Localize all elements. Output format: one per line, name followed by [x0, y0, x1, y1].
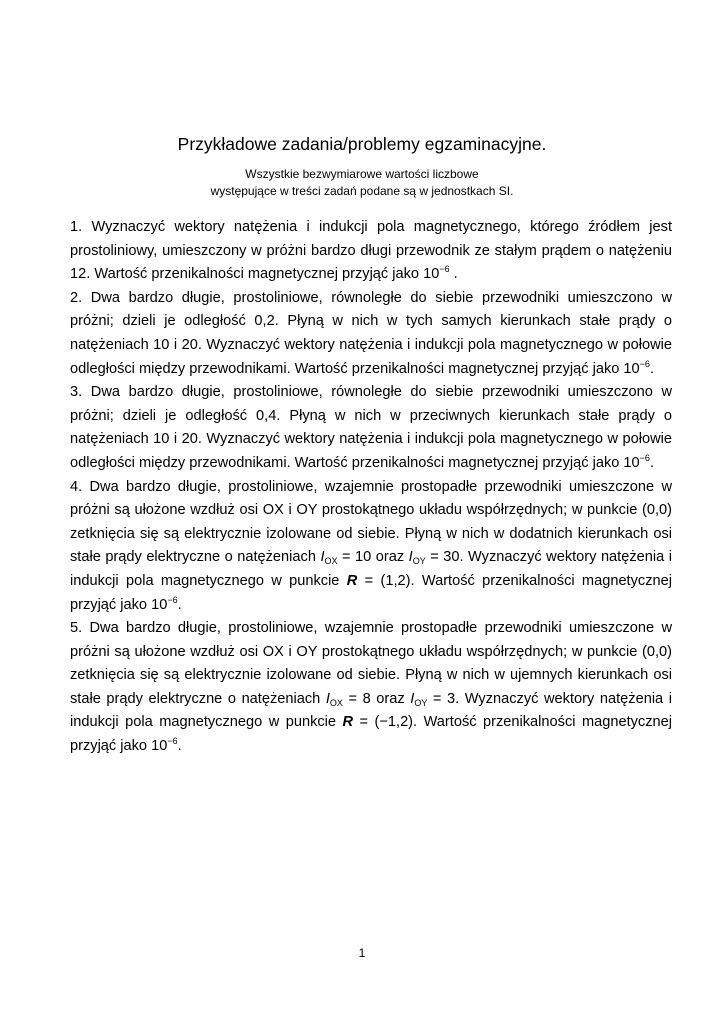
problem-number: 3.	[70, 384, 83, 401]
problem-text: = 8 oraz	[342, 690, 411, 707]
exponent: −6	[639, 452, 650, 463]
problem-text: Dwa bardzo długie, prostoliniowe, równoległe do siebie przewodniki umieszczono w próżni; dzieli je odległość 0,2. Płyną w nich w tych samych kierunkach stałe prądy o natężeniach 10 i 20. Wyznaczyć wektory natężenia i indukcji pola magnetycznego w połowie odległości między przewodnikami. Wartość przenikalności magnetycznej przyjąć jako 10	[70, 289, 672, 377]
problem-number: 2.	[70, 289, 83, 306]
problem-text: Dwa bardzo długie, prostoliniowe, równoległe do siebie przewodniki umieszczono w próżni; dzieli je odległość 0,4. Płyną w nich w przeciwnych kierunkach stałe prądy o natężeniach 10 i 20. Wyznaczyć wektory natężenia i indukcji pola magnetycznego w połowie odległości między przewodnikami. Wartość przenikalności magnetycznej przyjąć jako 10	[70, 384, 672, 471]
problem-text: = 10 oraz	[337, 549, 409, 566]
current-subscript: OX	[329, 697, 343, 708]
exponent: −6	[439, 264, 450, 275]
problem-text: = 3. Wyznaczyć wektory natężenia i indukcji pola magnetycznego w punkcie	[70, 690, 672, 731]
current-subscript: OX	[324, 556, 338, 567]
problem-number: 1.	[70, 219, 83, 235]
exponent: −6	[167, 594, 178, 605]
problem-list	[70, 216, 672, 759]
problem-text: = (−1,2). Wartość przenikalności magnetycznej przyjąć jako 10	[70, 714, 672, 755]
problem-text: = 30. Wyznaczyć wektory natężenia i indukcji pola magnetycznego w punkcie	[70, 549, 672, 589]
problem-3	[70, 381, 672, 475]
units-note	[0, 166, 724, 200]
problem-number: 4.	[70, 478, 83, 495]
problem-5	[70, 617, 672, 759]
problem-text-end: .	[649, 360, 654, 377]
current-symbol: I	[410, 690, 415, 707]
problem-number: 5.	[70, 620, 83, 637]
units-note-line-2: występujące w treści zadań podane są w jednostkach SI.	[210, 184, 514, 198]
units-note-line-1: Wszystkie bezwymiarowe wartości liczbowe	[245, 167, 479, 181]
current-subscript: OY	[414, 697, 428, 708]
problem-text: Dwa bardzo długie, prostoliniowe, wzajemnie prostopadłe przewodniki umieszczone w próżni są ułożone wzdłuż osi OX i OY prostokątnego układu współrzędnych; w punkcie (0,0) zetknięcia się są elektrycznie izolowane od siebie. Płyną w nich w dodatnich kierunkach osi stałe prądy elektryczne o natężeniach	[70, 478, 672, 566]
point-symbol: R	[346, 572, 358, 589]
current-symbol: I	[325, 690, 330, 707]
page-number: 1	[358, 946, 366, 960]
problem-2	[70, 287, 672, 381]
problem-text-end: .	[449, 266, 458, 283]
problem-text-end: .	[177, 738, 182, 755]
problem-1	[70, 216, 672, 287]
problem-text: Dwa bardzo długie, prostoliniowe, wzajemnie prostopadłe przewodniki umieszczone w próżni są ułożone wzdłuż osi OX i OY prostokątnego układu współrzędnych; w punkcie (0,0) zetknięcia się są elektrycznie izolowane od siebie. Płyną w nich w ujemnych kierunkach osi stałe prądy elektryczne o natężeniach	[70, 620, 672, 707]
problem-4	[70, 476, 672, 618]
problem-text-end: .	[177, 596, 182, 613]
problem-text: Wyznaczyć wektory natężenia i indukcji pola magnetycznego, którego źródłem jest prostoliniowy, umieszczony w próżni bardzo długi przewodnik ze stałym prądem o natężeniu 12. Wartość przenikalności magnetycznej przyjąć jako 10	[70, 219, 672, 283]
current-symbol: I	[408, 549, 413, 566]
current-subscript: OY	[412, 556, 426, 567]
exponent: −6	[639, 358, 650, 369]
exponent: −6	[167, 736, 178, 747]
page-title: Przykładowe zadania/problemy egzaminacyjne.	[177, 134, 547, 154]
point-symbol: R	[342, 714, 354, 731]
current-symbol: I	[320, 549, 325, 566]
problem-text: = (1,2). Wartość przenikalności magnetycznej przyjąć jako 10	[70, 572, 672, 613]
problem-text-end: .	[649, 454, 654, 471]
